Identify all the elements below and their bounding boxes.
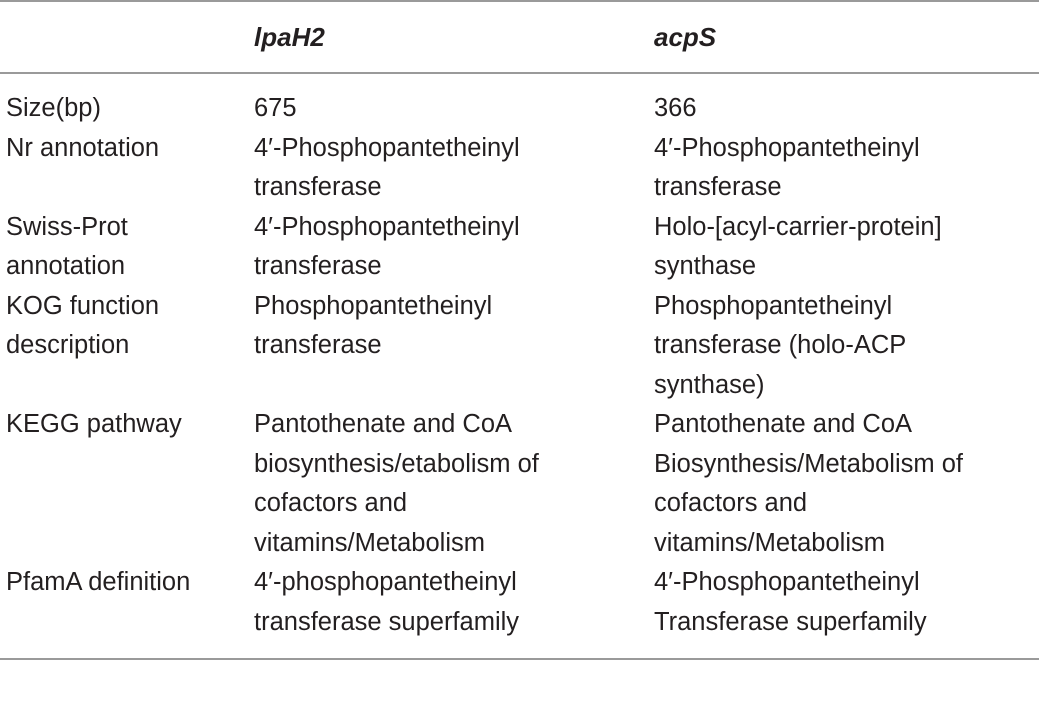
- acps-value-line: Holo-[acyl-carrier-protein]: [654, 212, 942, 241]
- row-label-cell: [0, 73, 254, 129]
- acps-value-line: 366: [654, 94, 697, 122]
- row-label-line: PfamA definition: [6, 568, 191, 596]
- lpah2-value-line: transferase: [254, 331, 382, 359]
- table-header: [0, 1, 1039, 73]
- table-body: [0, 73, 1039, 659]
- lpah2-value-line: transferase superfamily: [254, 607, 520, 636]
- lpah2-value-cell: [254, 129, 654, 208]
- lpah2-value-line: Phosphopantetheinyl: [254, 291, 493, 320]
- acps-value-cell: [654, 208, 1039, 287]
- row-label-cell: [0, 405, 254, 563]
- lpah2-value-line: vitamins/Metabolism: [254, 528, 485, 557]
- row-label-line: Swiss-Prot: [6, 212, 128, 241]
- row-label-line: annotation: [6, 252, 126, 280]
- lpah2-value-cell: [254, 405, 654, 563]
- lpah2-value-line: 4′-Phosphopantetheinyl: [254, 133, 520, 162]
- table-row: [0, 208, 1039, 287]
- lpah2-value-line: cofactors and: [254, 489, 408, 517]
- lpah2-value-line: transferase: [254, 252, 382, 280]
- lpah2-value-line: 4′-Phosphopantetheinyl: [254, 212, 520, 241]
- acps-value-cell: [654, 563, 1039, 659]
- row-label-cell: [0, 208, 254, 287]
- acps-value-line: 4′-Phosphopantetheinyl: [654, 568, 920, 596]
- row-label-line: description: [6, 331, 130, 359]
- lpah2-value-line: Pantothenate and CoA: [254, 410, 513, 438]
- acps-value-line: Transferase superfamily: [654, 607, 927, 636]
- row-label-cell: [0, 563, 254, 659]
- acps-value-cell: [654, 73, 1039, 129]
- header-cell-acps: acpS: [654, 21, 717, 52]
- acps-value-cell: [654, 405, 1039, 563]
- lpah2-value-cell: [254, 287, 654, 406]
- acps-value-line: Pantothenate and CoA: [654, 410, 913, 438]
- lpah2-value-cell: [254, 563, 654, 659]
- acps-value-line: Phosphopantetheinyl: [654, 291, 893, 320]
- acps-value-line: 4′-Phosphopantetheinyl: [654, 133, 920, 162]
- lpah2-value-line: transferase: [254, 173, 382, 201]
- acps-value-cell: [654, 129, 1039, 208]
- acps-value-line: vitamins/Metabolism: [654, 528, 885, 557]
- table-row: [0, 405, 1039, 563]
- lpah2-value-cell: [254, 208, 654, 287]
- lpah2-value-cell: [254, 73, 654, 129]
- acps-value-line: synthase: [654, 252, 757, 280]
- header-cell-empty: [0, 1, 254, 73]
- table-row: [0, 287, 1039, 406]
- acps-value-line: transferase (holo-ACP: [654, 331, 907, 359]
- lpah2-value-line: 675: [254, 94, 297, 122]
- header-cell-lpah2: lpaH2: [254, 21, 325, 52]
- row-label-line: KEGG pathway: [6, 410, 182, 438]
- row-label-cell: [0, 129, 254, 208]
- table-row: [0, 129, 1039, 208]
- acps-value-line: Biosynthesis/Metabolism of: [654, 449, 963, 478]
- acps-value-line: cofactors and: [654, 489, 808, 517]
- header-row: [0, 1, 1039, 73]
- lpah2-value-line: 4′-phosphopantetheinyl: [254, 568, 517, 596]
- table-row: [0, 563, 1039, 659]
- row-label-cell: [0, 287, 254, 406]
- acps-value-line: synthase): [654, 370, 765, 399]
- row-label-line: Size(bp): [6, 94, 101, 122]
- acps-value-cell: [654, 287, 1039, 406]
- table-row: [0, 73, 1039, 129]
- row-label-line: KOG function: [6, 291, 160, 320]
- acps-value-line: transferase: [654, 173, 782, 201]
- lpah2-value-line: biosynthesis/etabolism of: [254, 449, 539, 478]
- row-label-line: Nr annotation: [6, 133, 160, 162]
